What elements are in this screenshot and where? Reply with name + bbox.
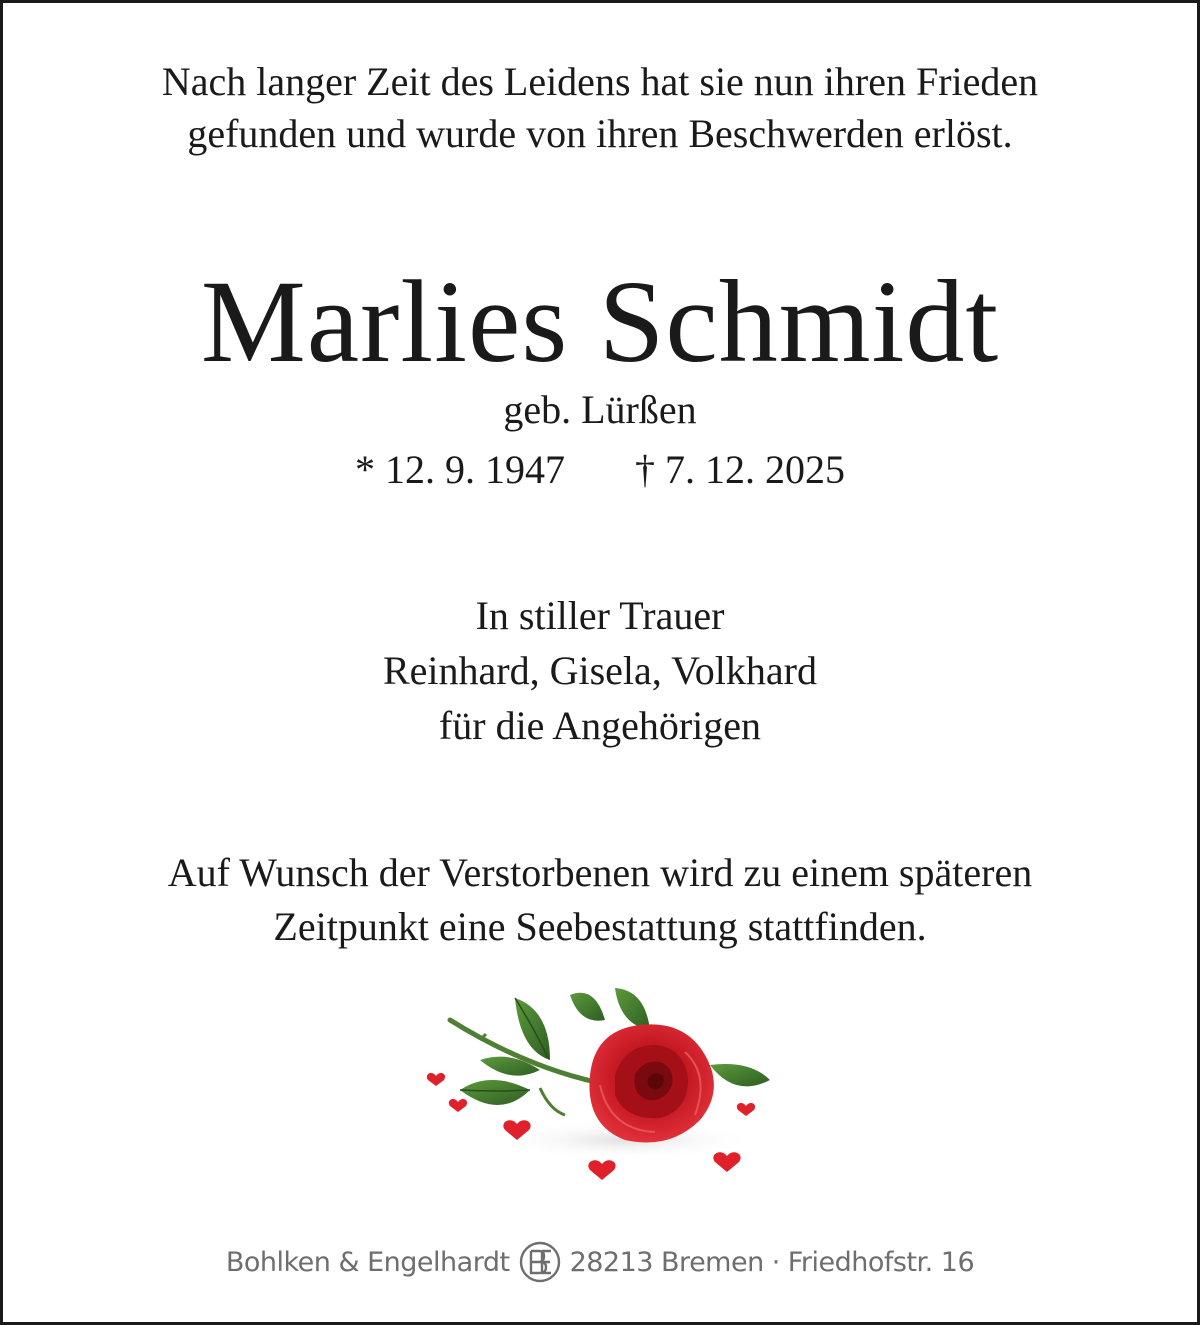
death-date: † 7. 12. 2025 (635, 447, 845, 492)
mourners-relation: für die Angehörigen (438, 703, 762, 748)
postal-city: 28213 Bremen (569, 1246, 764, 1278)
deceased-name: Marlies Schmidt (200, 256, 1000, 387)
burial-note (0, 846, 1200, 954)
mourning-heading: In stiller Trauer (475, 593, 725, 638)
birth-date: * 12. 9. 1947 (355, 447, 565, 492)
mourners-block (0, 588, 1200, 753)
intro-text (0, 56, 1200, 160)
street-address: Friedhofstr. 16 (787, 1246, 975, 1278)
company-name: Bohlken & Engelhardt (225, 1246, 510, 1278)
burial-line: Auf Wunsch der Verstorbenen wird zu einem späteren (167, 850, 1033, 895)
intro-line: Nach langer Zeit des Leidens hat sie nun ihren Frieden (161, 59, 1039, 104)
rose-with-hearts-icon (420, 980, 780, 1190)
intro-line: gefunden und wurde von ihren Beschwerden erlöst. (187, 111, 1013, 156)
be-monogram-icon (518, 1240, 562, 1284)
birth-name: geb. Lürßen (503, 387, 697, 432)
life-dates (0, 444, 1200, 496)
mourners-names: Reinhard, Gisela, Volkhard (382, 648, 817, 693)
separator: · (771, 1246, 780, 1278)
funeral-home-footer (0, 1240, 1200, 1284)
burial-line: Zeitpunkt eine Seebestattung stattfinden. (273, 904, 927, 949)
